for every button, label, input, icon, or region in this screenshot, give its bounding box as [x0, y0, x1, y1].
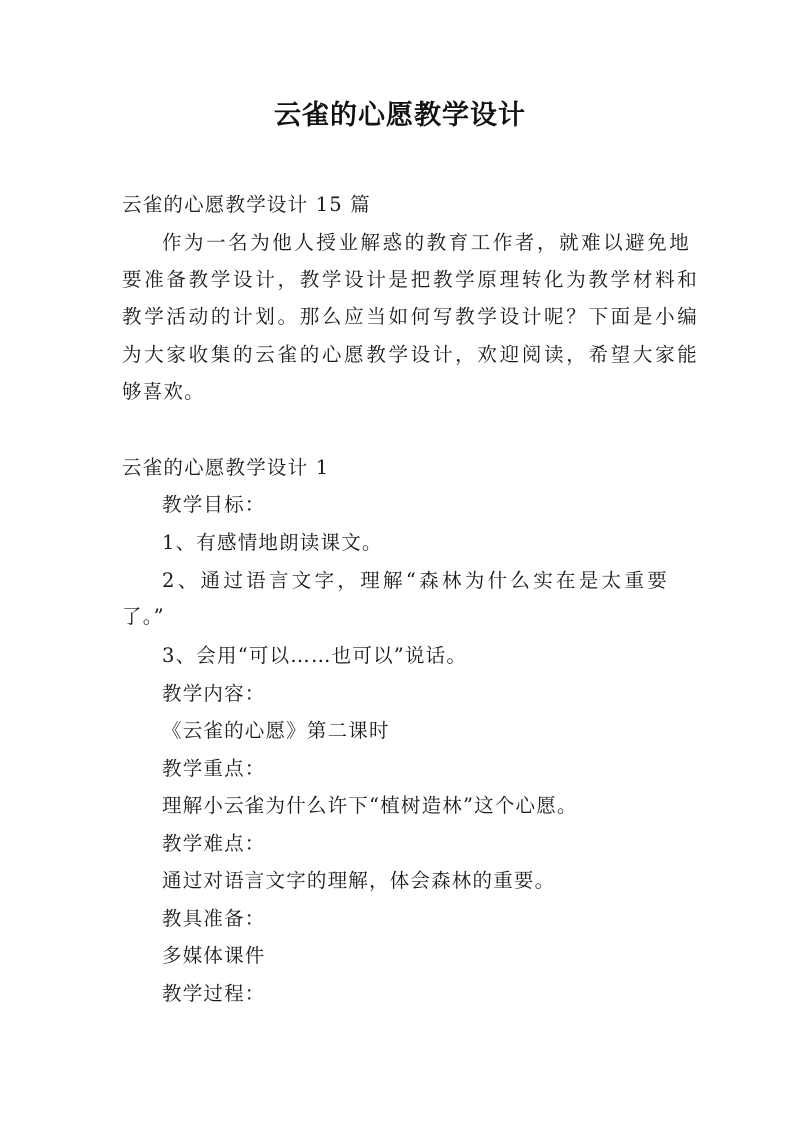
intro-line-3: 教学活动的计划。那么应当如何写教学设计呢？下面是小编	[122, 305, 698, 328]
section-line: 教学难点：	[162, 832, 266, 855]
section-line: 教学内容：	[162, 682, 266, 705]
section-line: 2、通过语言文字，理解“森林为什么实在是太重要	[162, 569, 668, 592]
section-line: 教学重点：	[162, 757, 266, 780]
document-subtitle: 云雀的心愿教学设计 15 篇	[122, 193, 372, 216]
section-line: 通过对语言文字的理解，体会森林的重要。	[162, 869, 556, 892]
document-title: 云雀的心愿教学设计	[274, 100, 526, 131]
intro-line-1: 作为一名为他人授业解惑的教育工作者，就难以避免地	[162, 231, 690, 254]
section-line: 了。”	[122, 605, 165, 628]
intro-line-4: 为大家收集的云雀的心愿教学设计，欢迎阅读，希望大家能	[122, 343, 698, 366]
section-line: 3、会用“可以……也可以”说话。	[162, 644, 468, 667]
section-line: 教具准备：	[162, 907, 266, 930]
section-line: 理解小云雀为什么许下“植树造林”这个心愿。	[162, 794, 578, 817]
section-line: 教学过程：	[162, 982, 266, 1005]
section-line: 多媒体课件	[162, 944, 266, 967]
section-heading: 云雀的心愿教学设计 1	[122, 456, 330, 479]
section-line: 教学目标：	[162, 493, 266, 516]
section-line: 1、有感情地朗读课文。	[162, 531, 383, 554]
section-line: 《云雀的心愿》第二课时	[162, 719, 390, 742]
intro-line-2: 要准备教学设计，教学设计是把教学原理转化为教学材料和	[122, 268, 698, 291]
intro-line-5: 够喜欢。	[122, 380, 205, 403]
